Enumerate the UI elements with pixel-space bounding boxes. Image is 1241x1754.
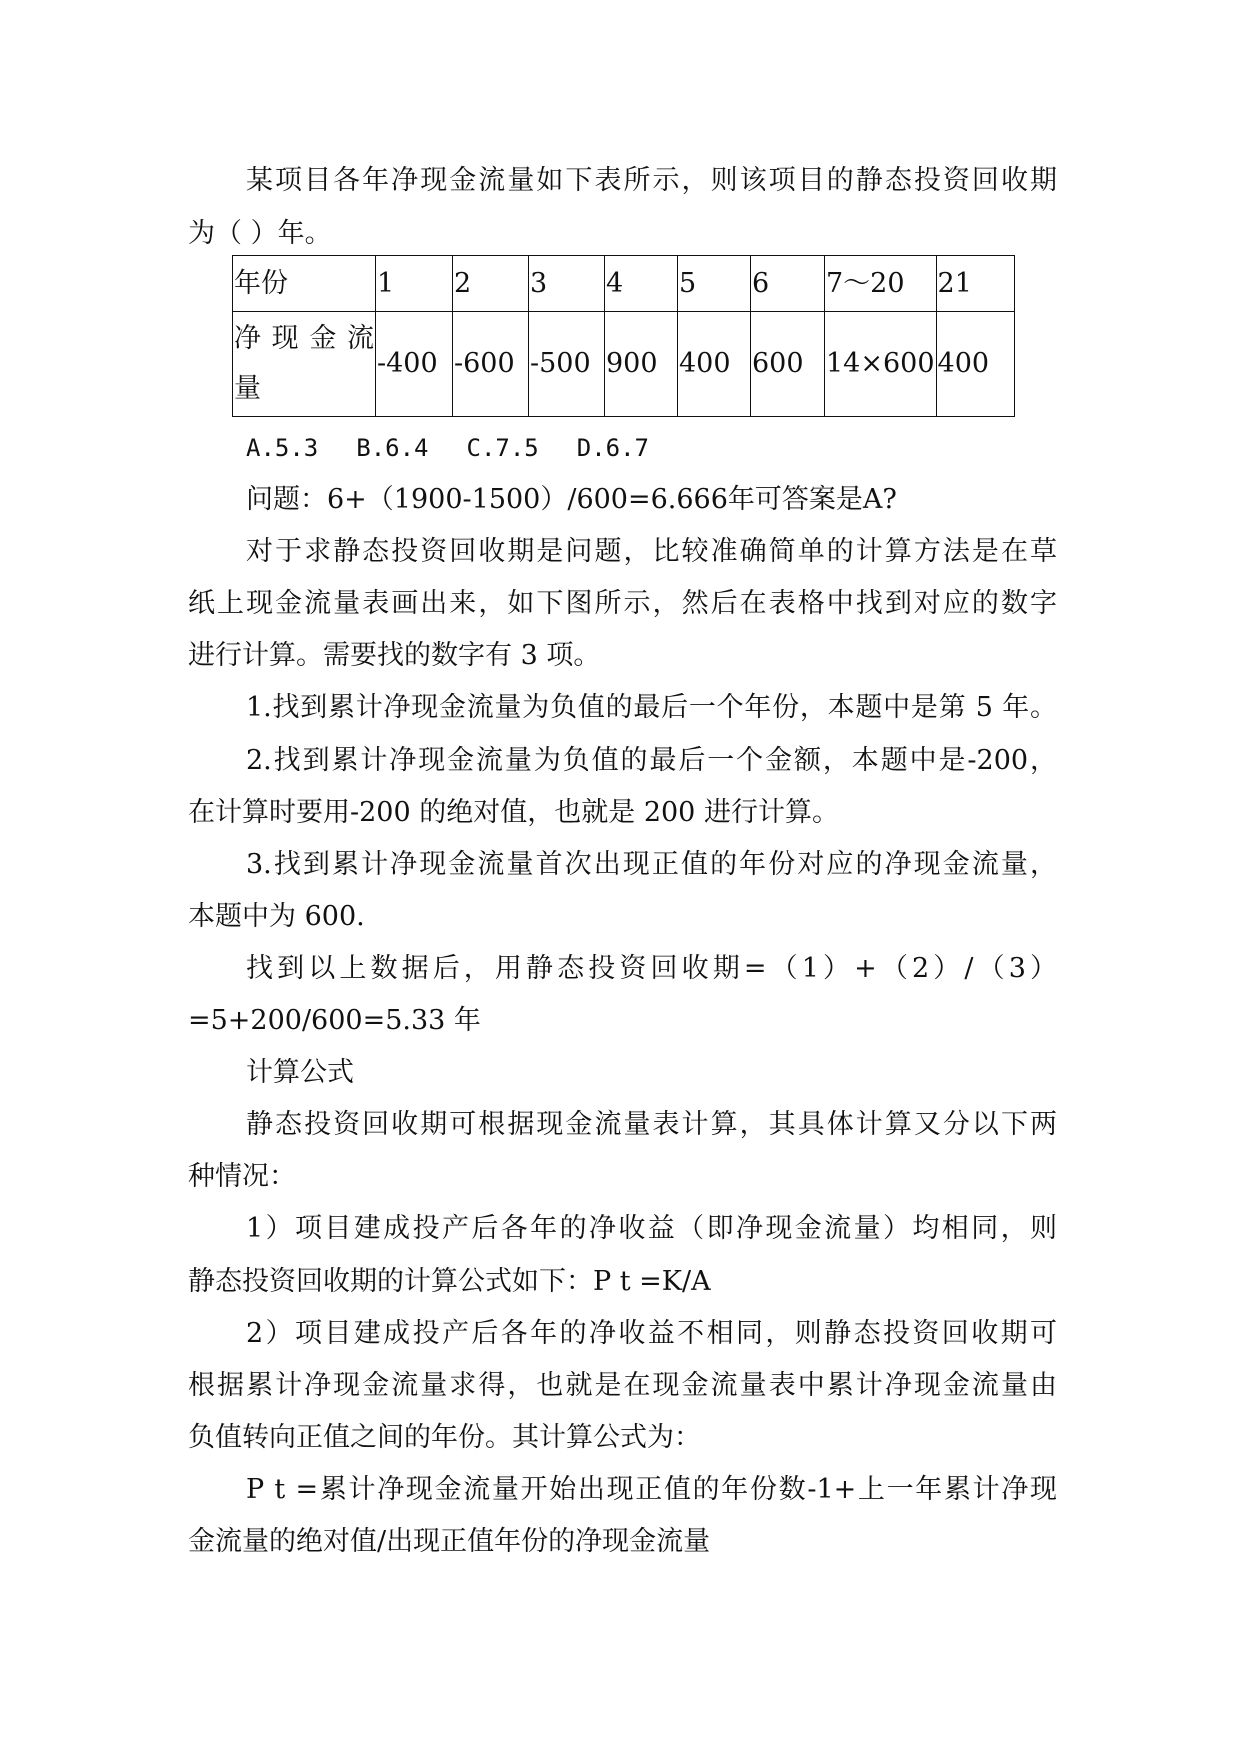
year-cell: 2 [453, 256, 529, 312]
option-b: B.6.4 [356, 434, 429, 462]
body-text-line: 静态投资回收期可根据现金流量表计算，其具体计算又分以下两 [246, 1109, 1057, 1141]
body-text-line: 纸上现金流量表画出来，如下图所示，然后在表格中找到对应的数字 [188, 588, 1057, 620]
body-text-line: 金流量的绝对值/出现正值年份的净现金流量 [188, 1526, 711, 1557]
cash-flow-cell: 400 [678, 312, 751, 417]
cash-flow-cell: 900 [605, 312, 678, 417]
row-header-cash-flow [233, 312, 376, 417]
body-text-line: 3.找到累计净现金流量首次出现正值的年份对应的净现金流量， [246, 848, 1057, 880]
year-cell: 1 [376, 256, 453, 312]
cash-flow-cell: 400 [936, 312, 1014, 417]
body-text-line: 进行计算。需要找的数字有 3 项。 [188, 640, 601, 672]
row-header-line: 量 [234, 373, 261, 404]
cash-flow-cell: 600 [751, 312, 825, 417]
body-text-line: 1）项目建成投产后各年的净收益（即净现金流量）均相同，则 [246, 1213, 1057, 1245]
body-text-line: =5+200/600=5.33 年 [188, 1005, 481, 1036]
year-cell: 7～20 [825, 256, 937, 312]
option-a: A.5.3 [246, 434, 319, 462]
table-row-cash-flow [233, 312, 1015, 417]
answer-options [246, 422, 649, 474]
cash-flow-cell: -600 [453, 312, 529, 417]
year-cell: 4 [605, 256, 678, 312]
body-text-line: 找到以上数据后，用静态投资回收期=（1）+（2）/（3） [246, 952, 1057, 984]
year-cell: 21 [936, 256, 1014, 312]
body-text-line: 在计算时要用-200 的绝对值，也就是 200 进行计算。 [188, 796, 839, 828]
body-text-line: 2）项目建成投产后各年的净收益不相同，则静态投资回收期可 [246, 1317, 1057, 1349]
body-text-line: 2.找到累计净现金流量为负值的最后一个金额，本题中是-200， [246, 744, 1057, 776]
question-text-line-1: 某项目各年净现金流量如下表所示，则该项目的静态投资回收期 [246, 165, 1057, 196]
body-text-line: 种情况： [188, 1161, 296, 1193]
cash-flow-table [232, 255, 1015, 417]
cash-flow-cell: 14×600 [825, 312, 937, 417]
body-text-line: 静态投资回收期的计算公式如下：P t =K/A [188, 1265, 711, 1297]
body-text-line: 1.找到累计净现金流量为负值的最后一个年份，本题中是第 5 年。 [246, 692, 1057, 724]
body-text-line: 根据累计净现金流量求得，也就是在现金流量表中累计净现金流量由 [188, 1369, 1057, 1401]
body-text-line: 本题中为 600. [188, 900, 365, 932]
row-header-year: 年份 [233, 256, 376, 312]
year-cell: 5 [678, 256, 751, 312]
body-text-line: 计算公式 [246, 1057, 354, 1089]
question-text-line-2: 为（ ）年。 [188, 218, 332, 249]
table-row-years [233, 256, 1015, 312]
row-header-line: 净 现 金 流 [234, 323, 374, 354]
option-c: C.7.5 [466, 434, 539, 462]
body-text-line: 问题：6+（1900-1500）/600=6.666年可答案是A? [246, 484, 897, 515]
year-cell: 3 [529, 256, 605, 312]
option-d: D.6.7 [576, 434, 649, 462]
cash-flow-cell: -500 [529, 312, 605, 417]
cash-flow-cell: -400 [376, 312, 453, 417]
body-text-line: 负值转向正值之间的年份。其计算公式为： [188, 1421, 701, 1453]
year-cell: 6 [751, 256, 825, 312]
body-text-line: 对于求静态投资回收期是问题，比较准确简单的计算方法是在草 [246, 536, 1057, 568]
body-text-line: P t =累计净现金流量开始出现正值的年份数-1+上一年累计净现 [246, 1473, 1057, 1505]
